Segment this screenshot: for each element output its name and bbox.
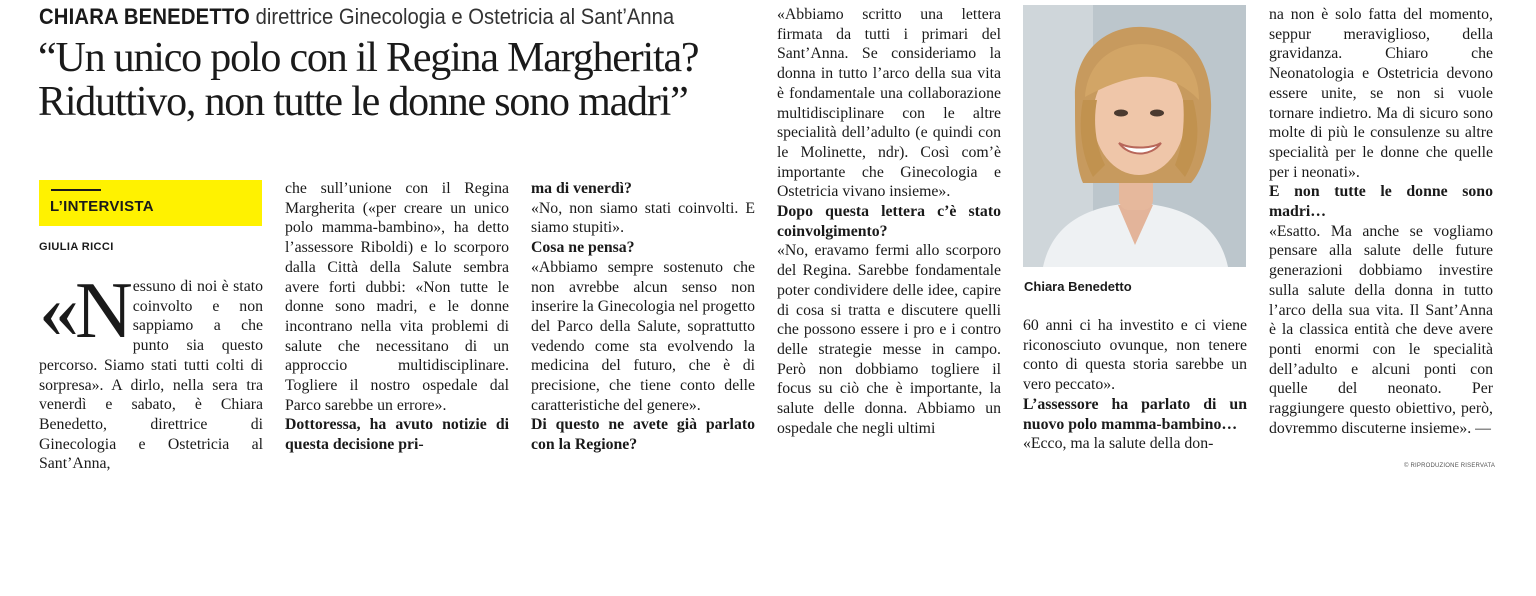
answer: 60 anni ci ha investito e ci viene riconosciuto ovunque, non tenere conto di questa storia sarebbe un vero peccato». [1023, 317, 1247, 394]
photo-caption: Chiara Benedetto [1024, 279, 1132, 294]
portrait-photo [1023, 5, 1246, 267]
question: Dopo questa lettera c’è stato coinvolgimento? [777, 203, 1001, 240]
column-1-text: essuno di noi è stato coinvolto e non sappiamo a che punto sia questo percorso. Siamo stati tutti colti di sorpresa». A dirlo, nella sera tra venerdì e sabato, è Chiara Benedetto, direttrice di Ginecologia e Ostetricia al Sant’Anna, [39, 278, 263, 473]
column-5 [1023, 316, 1247, 454]
question: Cosa ne pensa? [531, 239, 635, 257]
answer: «Ecco, ma la salute della don- [1023, 435, 1214, 453]
column-2-paragraph: che sull’unione con il Regina Margherita («per creare un unico polo mamma-bambino», ha detto l’assessore Riboldi) e lo scorporo dalla Città della Salute sembra avere forti dubbi: «Non tutte le donne sono madri, e le donne incontrano nella vita problemi di salute che necessitano di un approccio multidisciplinare. Togliere il nostro ospedale dal Parco sarebbe un errore». [285, 180, 509, 414]
answer: na non è solo fatta del momento, seppur meraviglioso, della gravidanza. Chiaro che Neonatologia e Ostetricia devono essere unite, se non si vuole tornare indietro. Ma di sicuro sono molte di più le consulenze su altre specialità per le donne che quelle per i neonati». [1269, 6, 1493, 181]
answer: «No, non siamo stati coinvolti. E siamo stupiti». [531, 199, 755, 237]
answer: «Abbiamo sempre sostenuto che non avrebbe alcun senso non inserire la Ginecologia nel progetto del Parco della Salute, soprattutto vedendo come sta evolvendo la medicina del futuro, che è di precisione, che tiene conto delle caratteristiche del genere». [531, 258, 755, 414]
byline: GIULIA RICCI [39, 241, 114, 253]
answer: «No, eravamo fermi allo scorporo del Regina. Sarebbe fondamentale poter condividere delle idee, capire di cosa si tratta e discutere quelli che possono essere i pro e i contro delle strategie messe in campo. Però non dobbiamo togliere il focus su ciò che è importante, la salute delle donna. Abbiamo un ospedale che negli ultimi [777, 242, 1001, 437]
column-1 [39, 267, 263, 474]
copyright-notice: © RIPRODUZIONE RISERVATA [1404, 463, 1496, 469]
headline-line-1: “Un unico polo con il Regina Margherita? [38, 35, 699, 81]
interviewee-role: direttrice Ginecologia e Ostetricia al Sant’Anna [255, 4, 675, 29]
section-label-text: L’INTERVISTA [50, 198, 154, 215]
answer: «Abbiamo scritto una lettera firmata da tutti i primari del Sant’Anna. Se consideriamo la donna in tutto l’arco della sua vita è fondamentale una collaborazione multidisciplinare con le altre specialità dell’adulto (e quindi con le Molinette, ndr). Così com’è importante che Ginecologia e Ostetricia vivano insieme». [777, 6, 1001, 201]
column-3 [531, 179, 755, 455]
column-2 [285, 179, 509, 455]
section-label-rule [51, 189, 101, 191]
column-4 [777, 5, 1001, 438]
question: Dottoressa, ha avuto notizie di questa decisione pri- [285, 416, 509, 454]
headline-line-2: Riduttivo, non tutte le donne sono madri” [38, 79, 688, 125]
question: ma di venerdì? [531, 180, 632, 197]
answer: «Esatto. Ma anche se vogliamo pensare alla salute delle future generazioni dobbiamo investire sulla salute della donna in tutto l’arco della sua vita. Il Sant’Anna è la classica entità che deve avere ponti enormi con le specialità dell’adulto e alcuni ponti con quelle del neonato. Per raggiungere questo obiettivo, però, dovremmo discuterne insieme». — [1269, 222, 1493, 437]
portrait-illustration [1023, 5, 1246, 267]
article-kicker [39, 3, 674, 31]
question: E non tutte le donne sono madri… [1269, 183, 1493, 221]
section-label [39, 180, 262, 226]
interviewee-name: CHIARA BENEDETTO [39, 4, 250, 29]
column-6 [1269, 5, 1493, 438]
headline [38, 36, 778, 124]
question: Di questo ne avete già parlato con la Regione? [531, 416, 755, 454]
question: L’assessore ha parlato di un nuovo polo mamma-bambino… [1023, 395, 1247, 433]
drop-cap: «N [39, 267, 129, 355]
